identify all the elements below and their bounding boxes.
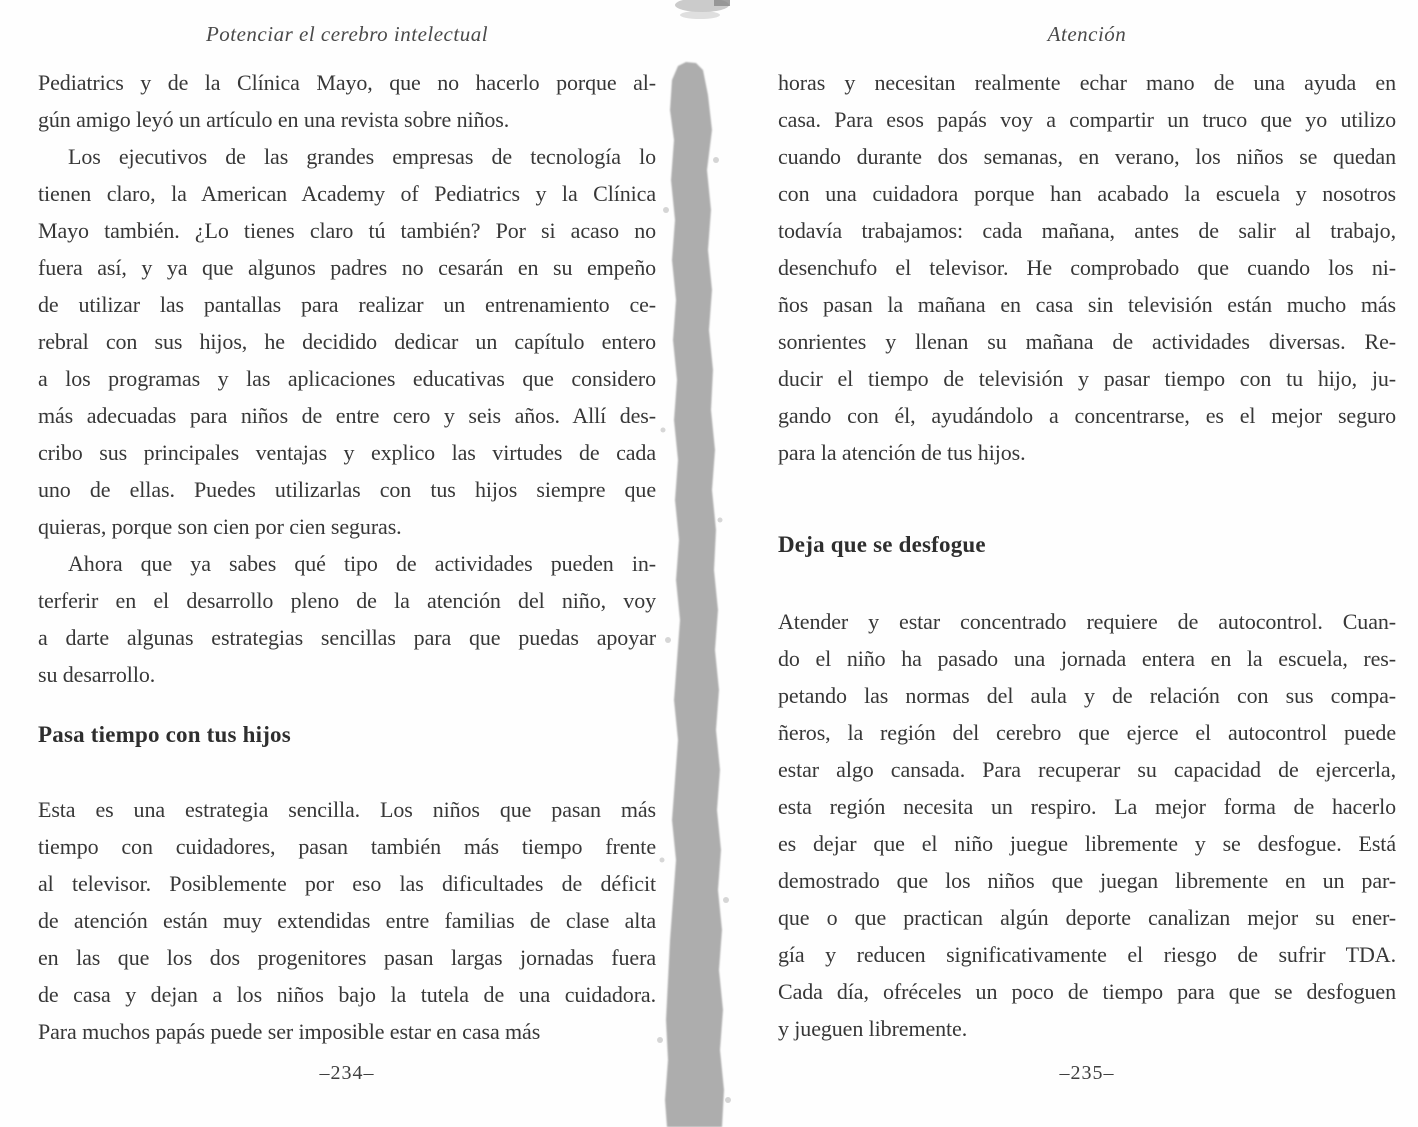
text-line: petando las normas del aula y de relación con sus compa- [778, 683, 1396, 708]
page-right [778, 0, 1396, 1127]
paragraph [38, 138, 656, 545]
text-line: Atender y estar concentrado requiere de autocontrol. Cuan- [778, 609, 1396, 634]
page-body-right [778, 64, 1396, 1047]
text-line: y jueguen libremente. [778, 1016, 968, 1041]
paragraph [778, 64, 1396, 471]
text-line: con una cuidadora porque han acabado la escuela y nosotros [778, 181, 1396, 206]
text-line: Para muchos papás puede ser imposible estar en casa más [38, 1019, 541, 1044]
section-heading: Deja que se desfogue [778, 532, 986, 557]
running-header-left: Potenciar el cerebro intelectual [205, 22, 489, 46]
text-line: de casa y dejan a los niños bajo la tutela de una cuidadora. [38, 982, 656, 1007]
text-line: Esta es una estrategia sencilla. Los niños que pasan más [38, 797, 656, 822]
page-left [38, 0, 656, 1127]
paragraph [778, 603, 1396, 1047]
text-line: de utilizar las pantallas para realizar un entrenamiento ce- [38, 292, 656, 317]
text-line: en las que los dos progenitores pasan largas jornadas fuera [38, 945, 656, 970]
text-line: Los ejecutivos de las grandes empresas de tecnología lo [68, 144, 656, 169]
top-edge-faint-streak [680, 11, 720, 19]
text-line: terferir en el desarrollo pleno de la atención del niño, voy [38, 588, 656, 613]
text-line: Cada día, ofréceles un poco de tiempo para que se desfoguen [778, 979, 1396, 1004]
text-line: su desarrollo. [38, 662, 156, 687]
text-line: ños pasan la mañana en casa sin televisión están mucho más [778, 292, 1396, 317]
text-line: tiempo con cuidadores, pasan también más tiempo frente [38, 834, 656, 859]
spine-shadow-band [665, 62, 724, 1127]
text-line: cuando durante dos semanas, en verano, los niños se quedan [778, 144, 1396, 169]
page-body-left [38, 64, 656, 1050]
text-line: de atención están muy extendidas entre familias de clase alta [38, 908, 656, 933]
paragraph [38, 791, 656, 1050]
text-line: cribo sus principales ventajas y explico las virtudes de cada [38, 440, 656, 465]
text-line: tienen claro, la American Academy of Pediatrics y la Clínica [38, 181, 656, 206]
text-line: sonrientes y llenan su mañana de actividades diversas. Re- [778, 329, 1396, 354]
text-line: todavía trabajamos: cada mañana, antes de salir al trabajo, [778, 218, 1396, 243]
text-line: es dejar que el niño juegue libremente y se desfogue. Está [778, 831, 1396, 856]
section-heading: Pasa tiempo con tus hijos [38, 722, 291, 747]
text-line: que o que practican algún deporte canalizan mejor su ener- [778, 905, 1396, 930]
text-line: ñeros, la región del cerebro que ejerce el autocontrol puede [778, 720, 1396, 745]
text-line: uno de ellas. Puedes utilizarlas con tus hijos siempre que [38, 477, 656, 502]
text-line: rebral con sus hijos, he decidido dedicar un capítulo entero [38, 329, 656, 354]
running-header-right: Atención [1047, 22, 1127, 46]
text-line: Mayo también. ¿Lo tienes claro tú también? Por si acaso no [38, 218, 656, 243]
text-line: desenchufo el televisor. He comprobado que cuando los ni- [778, 255, 1396, 280]
page-number-right: –235– [1059, 1062, 1115, 1084]
paragraph [38, 545, 656, 693]
paragraph [38, 64, 656, 138]
text-line: gún amigo leyó un artículo en una revista sobre niños. [38, 107, 510, 132]
text-line: demostrado que los niños que juegan libremente en un par- [778, 868, 1396, 893]
page-number-left: –234– [319, 1062, 375, 1084]
text-line: Ahora que ya sabes qué tipo de actividades pueden in- [68, 551, 656, 576]
text-line: más adecuadas para niños de entre cero y seis años. Allí des- [38, 403, 656, 428]
text-line: esta región necesita un respiro. La mejor forma de hacerlo [778, 794, 1396, 819]
text-line: fuera así, y ya que algunos padres no cesarán en su empeño [38, 255, 656, 280]
top-edge-smudge [675, 0, 729, 12]
text-line: horas y necesitan realmente echar mano de una ayuda en [778, 70, 1396, 95]
text-line: para la atención de tus hijos. [778, 440, 1026, 465]
text-line: casa. Para esos papás voy a compartir un truco que yo utilizo [778, 107, 1396, 132]
text-line: Pediatrics y de la Clínica Mayo, que no hacerlo porque al- [38, 70, 656, 95]
band-edge-speckles [657, 157, 731, 1103]
text-line: do el niño ha pasado una jornada entera en la escuela, res- [778, 646, 1396, 671]
top-edge-dark-mark [714, 0, 730, 6]
text-line: a darte algunas estrategias sencillas para que puedas apoyar [38, 625, 656, 650]
text-line: gía y reducen significativamente el riesgo de sufrir TDA. [778, 942, 1396, 967]
text-line: ducir el tiempo de televisión y pasar tiempo con tu hijo, ju- [778, 366, 1396, 391]
text-line: estar algo cansada. Para recuperar su capacidad de ejercerla, [778, 757, 1396, 782]
text-line: gando con él, ayudándolo a concentrarse, es el mejor seguro [778, 403, 1396, 428]
text-line: al televisor. Posiblemente por eso las dificultades de déficit [38, 871, 656, 896]
text-line: quieras, porque son cien por cien seguras. [38, 514, 402, 539]
text-line: a los programas y las aplicaciones educativas que considero [38, 366, 656, 391]
